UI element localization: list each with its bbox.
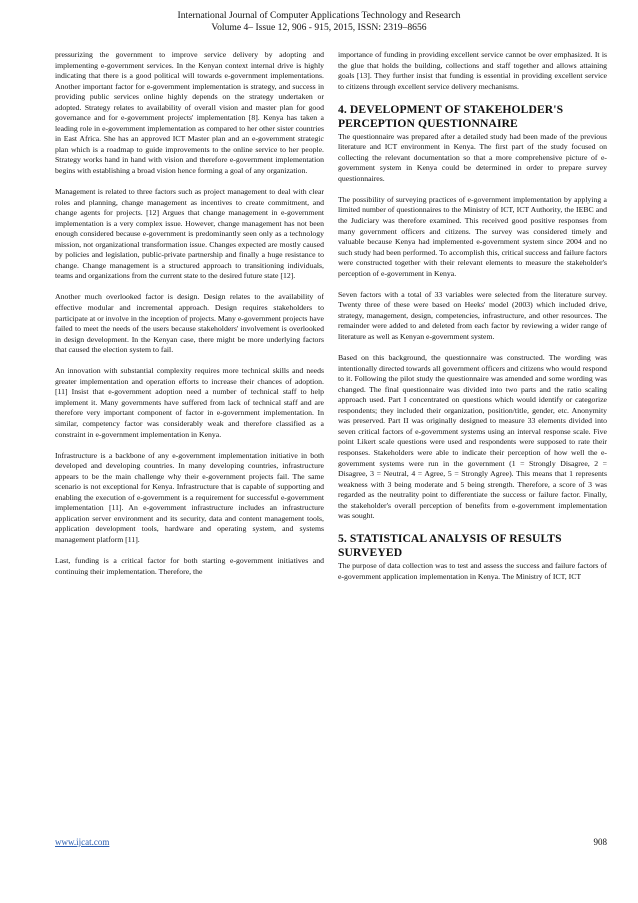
page-number: 908 bbox=[593, 837, 607, 847]
paragraph: The purpose of data collection was to test and assess the success and failure factors of e-government application implementation in Kenya. The Ministry of ICT, ICT bbox=[338, 561, 607, 581]
paragraph: importance of funding in providing excellent service cannot be over emphasized. It is the glue that holds the building, collections and staff together and allows attaining goals [13]. They further insist that funding is essential in providing excellent service to citizens through excellent service delivery mechanisms. bbox=[338, 50, 607, 91]
paragraph: Management is related to three factors such as project management to deal with clear roles and planning, change management as incentives to create commitment, and change agents for projects. [12] Argues that change management in e-government implementation is a very complex issue. However, change management has not been enough considered because e-government is predominantly seen only as a technology mission, not organizational transformation issue. Changes expected are mostly caused by policies and legislation, public-private partnership and finally a huge resistance to change. Change management is a structured approach to transitioning individuals, teams and organizations from the current state to the desired future state [12]. bbox=[55, 187, 324, 281]
paragraph: pressurizing the government to improve service delivery by adopting and implementing e-government services. In the Kenyan context internal drive is highly indicating that there is a good political will towards e-government implementations. Another important factor for e-government implementation is strategy, and success in providing public services online highly depends on the strategy undertaken or adopted. Strategy relates to availability of overall vision and master plan for good governance and for e-government projects' implementation [8]. Kenya has taken a leading role in e-government implementation as compared to her other sister countries in East Africa. She has an approved ICT Master plan and an e-government strategic plan which is a roadmap to guide improvements to the online service to her people. Strategy works hand in hand with vision and therefore e-government implementation begins with establishing a broad vision hence forming a goal of any organization. bbox=[55, 50, 324, 176]
section-heading-5: 5. STATISTICAL ANALYSIS OF RESULTS SURVEYED bbox=[338, 532, 562, 560]
page-header bbox=[0, 10, 638, 34]
paragraph: Seven factors with a total of 33 variables were selected from the literature survey. Twenty three of these were based on Heeks' model (2003) which included drive, strategy, management, design, competencies, infrastructure, and other resources. The remainder were added to and deleted from each factor by reviewing a wider range of literature as well as Kenyan e-government system. bbox=[338, 289, 607, 341]
right-column bbox=[338, 50, 607, 830]
paragraph: Infrastructure is a backbone of any e-government implementation initiative in both developed and developing countries. In many developing countries, infrastructure appears to be the main challenge why their e-government projects fail. The same scenario is not exceptional for Kenya. Infrastructure that is capable of supporting and enabling the execution of e-government is a requirement for successful e-government implementation [11]. An e-government infrastructure includes an infrastructure application server environment and its security, data and content management tools, application development tools, hardware and operating system, and systems management platform [11]. bbox=[55, 450, 324, 544]
journal-url-link[interactable]: www.ijcat.com bbox=[55, 837, 110, 847]
paragraph: The questionnaire was prepared after a detailed study had been made of the previous literature and ICT environment in Kenya. The first part of the study focused on collecting the relevant documentation so that a more comprehensive picture of e-government system in Kenya could be determined in order to prepare survey questionnaires. bbox=[338, 131, 607, 183]
paragraph: An innovation with substantial complexity requires more technical skills and needs greater implementation and operation efforts to increase their chances of adoption. [11] Insist that e-government adoption need a number of technical staff to help implement it. Many governments have suffered from lack of technical staff and are therefore very important component of factor in e-government implementation. In similar, competency factor was considerably weak and therefore classified as a constraint in e-government implementation in Kenya. bbox=[55, 366, 324, 439]
paragraph: The possibility of surveying practices of e-government implementation by applying a limited number of questionnaires to the Ministry of ICT, ICT Authority, the IEBC and the Judiciary was therefore examined. This received good positive responses from many government officers and citizens. The survey was considered timely and valuable because Kenya had implemented e-government system since 2004 and no such study had been performed. To accomplish this, critical success and failure factors were constructed together with their relevant elements to measure the stakeholder's perception of e-government in Kenya. bbox=[338, 194, 607, 278]
journal-volume: Volume 4– Issue 12, 906 - 915, 2015, ISSN: 2319–8656 bbox=[211, 22, 427, 33]
paragraph: Another much overlooked factor is design. Design relates to the availability of effective modular and incremental approach. Design requires stakeholders to participate at or involve in the inception of projects. Many e-government projects have failed to meet the needs of the users because stakeholders' involvement is overlooked in design development. In the Kenyan case, there might be more underlying factors that caused the election system to fail. bbox=[55, 292, 324, 355]
left-column bbox=[55, 50, 324, 830]
paragraph: Last, funding is a critical factor for both starting e-government initiatives and continuing their implementation. Therefore, the bbox=[55, 556, 324, 576]
section-heading-4: 4. DEVELOPMENT OF STAKEHOLDER'S PERCEPTION QUESTIONNAIRE bbox=[338, 102, 564, 130]
paragraph: Based on this background, the questionnaire was constructed. The wording was intentionally directed towards all government officers and citizens who would respond to it. Following the pilot study the questionnaire was amended and some wording was changed. The final questionnaire was divided into two parts and the ratio scaling approach used. Part I concentrated on questions which would identify or categorize respondents; they included their organization, position/title, gender, etc. Anonymity was preserved. Part II was originally designed to measure 33 elements divided into seven critical factors of e-government systems using an interval response scale. Five point Likert scale questions were used and respondents were supposed to rate their responses. Stakeholders were able to indicate their perception of how well the e-government systems were run in the government (1 = Strongly Disagree, 2 = Disagree, 3 = Neutral, 4 = Agree, 5 = Strongly Agree). This means that 1 represents weakness with 3 being moderate and 5 being strength. Therefore, a score of 3 was regarded as the neutrality point to differentiate the success or failure factor. Finally, the stakeholder's overall perception of benefits from e-government implementation was sought. bbox=[338, 353, 607, 521]
journal-title: International Journal of Computer Applications Technology and Research bbox=[177, 10, 461, 21]
page-footer bbox=[55, 836, 607, 848]
